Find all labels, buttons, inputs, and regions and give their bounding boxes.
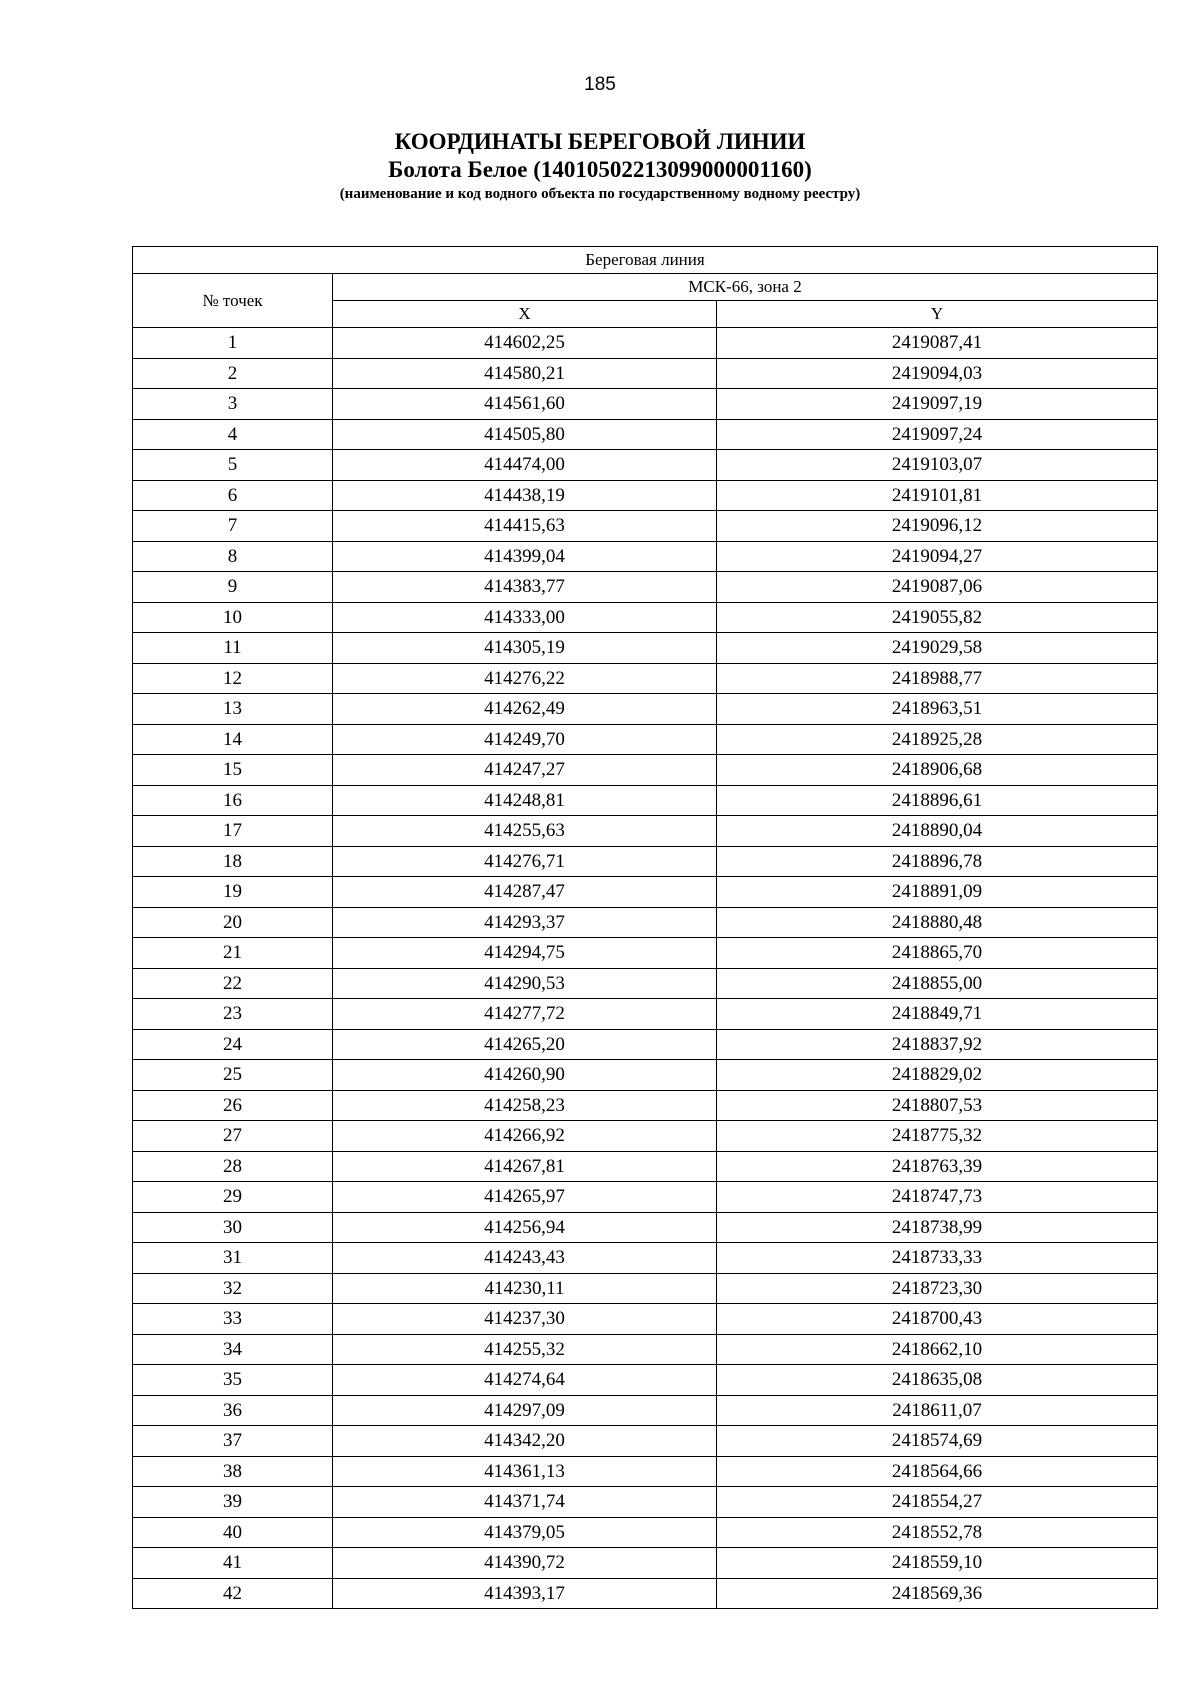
point-number-cell: 8 xyxy=(133,541,333,572)
table-row xyxy=(133,694,1158,725)
point-number-cell: 34 xyxy=(133,1334,333,1365)
y-coordinate-cell: 2418700,43 xyxy=(717,1304,1158,1335)
table-row xyxy=(133,1426,1158,1457)
point-number-cell: 11 xyxy=(133,633,333,664)
x-coordinate-cell: 414297,09 xyxy=(333,1395,717,1426)
y-coordinate-cell: 2418569,36 xyxy=(717,1578,1158,1609)
y-coordinate-cell: 2418552,78 xyxy=(717,1517,1158,1548)
point-number-cell: 3 xyxy=(133,389,333,420)
y-coordinate-cell: 2418554,27 xyxy=(717,1487,1158,1518)
table-header xyxy=(133,247,1158,328)
table-row xyxy=(133,389,1158,420)
table-row xyxy=(133,1151,1158,1182)
point-number-cell: 24 xyxy=(133,1029,333,1060)
y-coordinate-cell: 2418738,99 xyxy=(717,1212,1158,1243)
table-row xyxy=(133,1395,1158,1426)
point-number-cell: 38 xyxy=(133,1456,333,1487)
point-number-cell: 16 xyxy=(133,785,333,816)
table-row xyxy=(133,1304,1158,1335)
header-point-number: № точек xyxy=(133,274,333,328)
y-coordinate-cell: 2418733,33 xyxy=(717,1243,1158,1274)
x-coordinate-cell: 414293,37 xyxy=(333,907,717,938)
x-coordinate-cell: 414265,20 xyxy=(333,1029,717,1060)
table-row xyxy=(133,1121,1158,1152)
table-row xyxy=(133,358,1158,389)
x-coordinate-cell: 414287,47 xyxy=(333,877,717,908)
y-coordinate-cell: 2418865,70 xyxy=(717,938,1158,969)
y-coordinate-cell: 2418880,48 xyxy=(717,907,1158,938)
x-coordinate-cell: 414267,81 xyxy=(333,1151,717,1182)
x-coordinate-cell: 414276,71 xyxy=(333,846,717,877)
y-coordinate-cell: 2418807,53 xyxy=(717,1090,1158,1121)
y-coordinate-cell: 2418925,28 xyxy=(717,724,1158,755)
x-coordinate-cell: 414415,63 xyxy=(333,511,717,542)
x-coordinate-cell: 414371,74 xyxy=(333,1487,717,1518)
table-row xyxy=(133,1273,1158,1304)
water-object-name: Болота Белое (14010502213099000001160) xyxy=(388,157,812,182)
x-coordinate-cell: 414276,22 xyxy=(333,663,717,694)
y-coordinate-cell: 2419029,58 xyxy=(717,633,1158,664)
y-coordinate-cell: 2419094,03 xyxy=(717,358,1158,389)
point-number-cell: 7 xyxy=(133,511,333,542)
table-row xyxy=(133,755,1158,786)
page-title: КООРДИНАТЫ БЕРЕГОВОЙ ЛИНИИ xyxy=(394,129,806,154)
table-row xyxy=(133,633,1158,664)
y-coordinate-cell: 2418611,07 xyxy=(717,1395,1158,1426)
point-number-cell: 1 xyxy=(133,328,333,359)
point-number-cell: 4 xyxy=(133,419,333,450)
header-x: X xyxy=(333,301,717,328)
table-row xyxy=(133,1182,1158,1213)
y-coordinate-cell: 2418988,77 xyxy=(717,663,1158,694)
point-number-cell: 36 xyxy=(133,1395,333,1426)
table-row xyxy=(133,450,1158,481)
x-coordinate-cell: 414247,27 xyxy=(333,755,717,786)
y-coordinate-cell: 2419087,06 xyxy=(717,572,1158,603)
table-row xyxy=(133,938,1158,969)
table-row xyxy=(133,1517,1158,1548)
table-row xyxy=(133,1243,1158,1274)
x-coordinate-cell: 414249,70 xyxy=(333,724,717,755)
x-coordinate-cell: 414474,00 xyxy=(333,450,717,481)
x-coordinate-cell: 414274,64 xyxy=(333,1365,717,1396)
y-coordinate-cell: 2419055,82 xyxy=(717,602,1158,633)
page-number: 185 xyxy=(584,74,616,95)
point-number-cell: 2 xyxy=(133,358,333,389)
y-coordinate-cell: 2418763,39 xyxy=(717,1151,1158,1182)
point-number-cell: 35 xyxy=(133,1365,333,1396)
point-number-cell: 26 xyxy=(133,1090,333,1121)
x-coordinate-cell: 414265,97 xyxy=(333,1182,717,1213)
table-row xyxy=(133,1548,1158,1579)
x-coordinate-cell: 414342,20 xyxy=(333,1426,717,1457)
x-coordinate-cell: 414260,90 xyxy=(333,1060,717,1091)
y-coordinate-cell: 2419101,81 xyxy=(717,480,1158,511)
point-number-cell: 14 xyxy=(133,724,333,755)
coordinates-table xyxy=(132,246,1158,1609)
table-row xyxy=(133,1456,1158,1487)
table-row xyxy=(133,724,1158,755)
table-row xyxy=(133,663,1158,694)
x-coordinate-cell: 414438,19 xyxy=(333,480,717,511)
x-coordinate-cell: 414256,94 xyxy=(333,1212,717,1243)
table-row xyxy=(133,602,1158,633)
water-object-note: (наименование и код водного объекта по государственному водному реестру) xyxy=(339,186,861,202)
y-coordinate-cell: 2418963,51 xyxy=(717,694,1158,725)
y-coordinate-cell: 2418635,08 xyxy=(717,1365,1158,1396)
point-number-cell: 28 xyxy=(133,1151,333,1182)
x-coordinate-cell: 414230,11 xyxy=(333,1273,717,1304)
point-number-cell: 42 xyxy=(133,1578,333,1609)
x-coordinate-cell: 414390,72 xyxy=(333,1548,717,1579)
header-y: Y xyxy=(717,301,1158,328)
point-number-cell: 32 xyxy=(133,1273,333,1304)
table-row xyxy=(133,785,1158,816)
table-row xyxy=(133,877,1158,908)
x-coordinate-cell: 414290,53 xyxy=(333,968,717,999)
x-coordinate-cell: 414580,21 xyxy=(333,358,717,389)
y-coordinate-cell: 2418662,10 xyxy=(717,1334,1158,1365)
y-coordinate-cell: 2418559,10 xyxy=(717,1548,1158,1579)
point-number-cell: 29 xyxy=(133,1182,333,1213)
point-number-cell: 20 xyxy=(133,907,333,938)
x-coordinate-cell: 414237,30 xyxy=(333,1304,717,1335)
y-coordinate-cell: 2418574,69 xyxy=(717,1426,1158,1457)
point-number-cell: 10 xyxy=(133,602,333,633)
point-number-cell: 30 xyxy=(133,1212,333,1243)
y-coordinate-cell: 2419087,41 xyxy=(717,328,1158,359)
table-row xyxy=(133,480,1158,511)
y-coordinate-cell: 2418829,02 xyxy=(717,1060,1158,1091)
x-coordinate-cell: 414393,17 xyxy=(333,1578,717,1609)
x-coordinate-cell: 414255,32 xyxy=(333,1334,717,1365)
table-row xyxy=(133,1487,1158,1518)
x-coordinate-cell: 414505,80 xyxy=(333,419,717,450)
y-coordinate-cell: 2418849,71 xyxy=(717,999,1158,1030)
table-row xyxy=(133,816,1158,847)
y-coordinate-cell: 2418890,04 xyxy=(717,816,1158,847)
x-coordinate-cell: 414383,77 xyxy=(333,572,717,603)
point-number-cell: 37 xyxy=(133,1426,333,1457)
point-number-cell: 25 xyxy=(133,1060,333,1091)
point-number-cell: 18 xyxy=(133,846,333,877)
y-coordinate-cell: 2418564,66 xyxy=(717,1456,1158,1487)
table-row xyxy=(133,511,1158,542)
table-body xyxy=(133,328,1158,1609)
y-coordinate-cell: 2418891,09 xyxy=(717,877,1158,908)
x-coordinate-cell: 414262,49 xyxy=(333,694,717,725)
y-coordinate-cell: 2418723,30 xyxy=(717,1273,1158,1304)
table-row xyxy=(133,1029,1158,1060)
point-number-cell: 21 xyxy=(133,938,333,969)
point-number-cell: 33 xyxy=(133,1304,333,1335)
x-coordinate-cell: 414266,92 xyxy=(333,1121,717,1152)
table-row xyxy=(133,541,1158,572)
y-coordinate-cell: 2419097,19 xyxy=(717,389,1158,420)
point-number-cell: 17 xyxy=(133,816,333,847)
point-number-cell: 13 xyxy=(133,694,333,725)
table-row xyxy=(133,999,1158,1030)
y-coordinate-cell: 2418747,73 xyxy=(717,1182,1158,1213)
point-number-cell: 41 xyxy=(133,1548,333,1579)
table-row xyxy=(133,419,1158,450)
x-coordinate-cell: 414333,00 xyxy=(333,602,717,633)
y-coordinate-cell: 2419103,07 xyxy=(717,450,1158,481)
point-number-cell: 5 xyxy=(133,450,333,481)
table-row xyxy=(133,1212,1158,1243)
x-coordinate-cell: 414248,81 xyxy=(333,785,717,816)
point-number-cell: 39 xyxy=(133,1487,333,1518)
x-coordinate-cell: 414602,25 xyxy=(333,328,717,359)
point-number-cell: 6 xyxy=(133,480,333,511)
point-number-cell: 27 xyxy=(133,1121,333,1152)
x-coordinate-cell: 414305,19 xyxy=(333,633,717,664)
y-coordinate-cell: 2418896,78 xyxy=(717,846,1158,877)
x-coordinate-cell: 414361,13 xyxy=(333,1456,717,1487)
y-coordinate-cell: 2418837,92 xyxy=(717,1029,1158,1060)
table-row xyxy=(133,1578,1158,1609)
point-number-cell: 22 xyxy=(133,968,333,999)
y-coordinate-cell: 2418855,00 xyxy=(717,968,1158,999)
header-shoreline: Береговая линия xyxy=(133,247,1158,274)
x-coordinate-cell: 414243,43 xyxy=(333,1243,717,1274)
y-coordinate-cell: 2418896,61 xyxy=(717,785,1158,816)
point-number-cell: 9 xyxy=(133,572,333,603)
x-coordinate-cell: 414277,72 xyxy=(333,999,717,1030)
table-row xyxy=(133,907,1158,938)
y-coordinate-cell: 2419096,12 xyxy=(717,511,1158,542)
point-number-cell: 23 xyxy=(133,999,333,1030)
x-coordinate-cell: 414561,60 xyxy=(333,389,717,420)
table-row xyxy=(133,1060,1158,1091)
table-row xyxy=(133,846,1158,877)
table-row xyxy=(133,572,1158,603)
y-coordinate-cell: 2419094,27 xyxy=(717,541,1158,572)
point-number-cell: 40 xyxy=(133,1517,333,1548)
y-coordinate-cell: 2419097,24 xyxy=(717,419,1158,450)
table-row xyxy=(133,1365,1158,1396)
point-number-cell: 12 xyxy=(133,663,333,694)
table-row xyxy=(133,328,1158,359)
x-coordinate-cell: 414258,23 xyxy=(333,1090,717,1121)
table-row xyxy=(133,1090,1158,1121)
x-coordinate-cell: 414294,75 xyxy=(333,938,717,969)
x-coordinate-cell: 414379,05 xyxy=(333,1517,717,1548)
table-row xyxy=(133,968,1158,999)
header-coordinate-system: МСК-66, зона 2 xyxy=(333,274,1158,301)
point-number-cell: 19 xyxy=(133,877,333,908)
y-coordinate-cell: 2418906,68 xyxy=(717,755,1158,786)
point-number-cell: 15 xyxy=(133,755,333,786)
x-coordinate-cell: 414399,04 xyxy=(333,541,717,572)
table-row xyxy=(133,1334,1158,1365)
point-number-cell: 31 xyxy=(133,1243,333,1274)
y-coordinate-cell: 2418775,32 xyxy=(717,1121,1158,1152)
x-coordinate-cell: 414255,63 xyxy=(333,816,717,847)
